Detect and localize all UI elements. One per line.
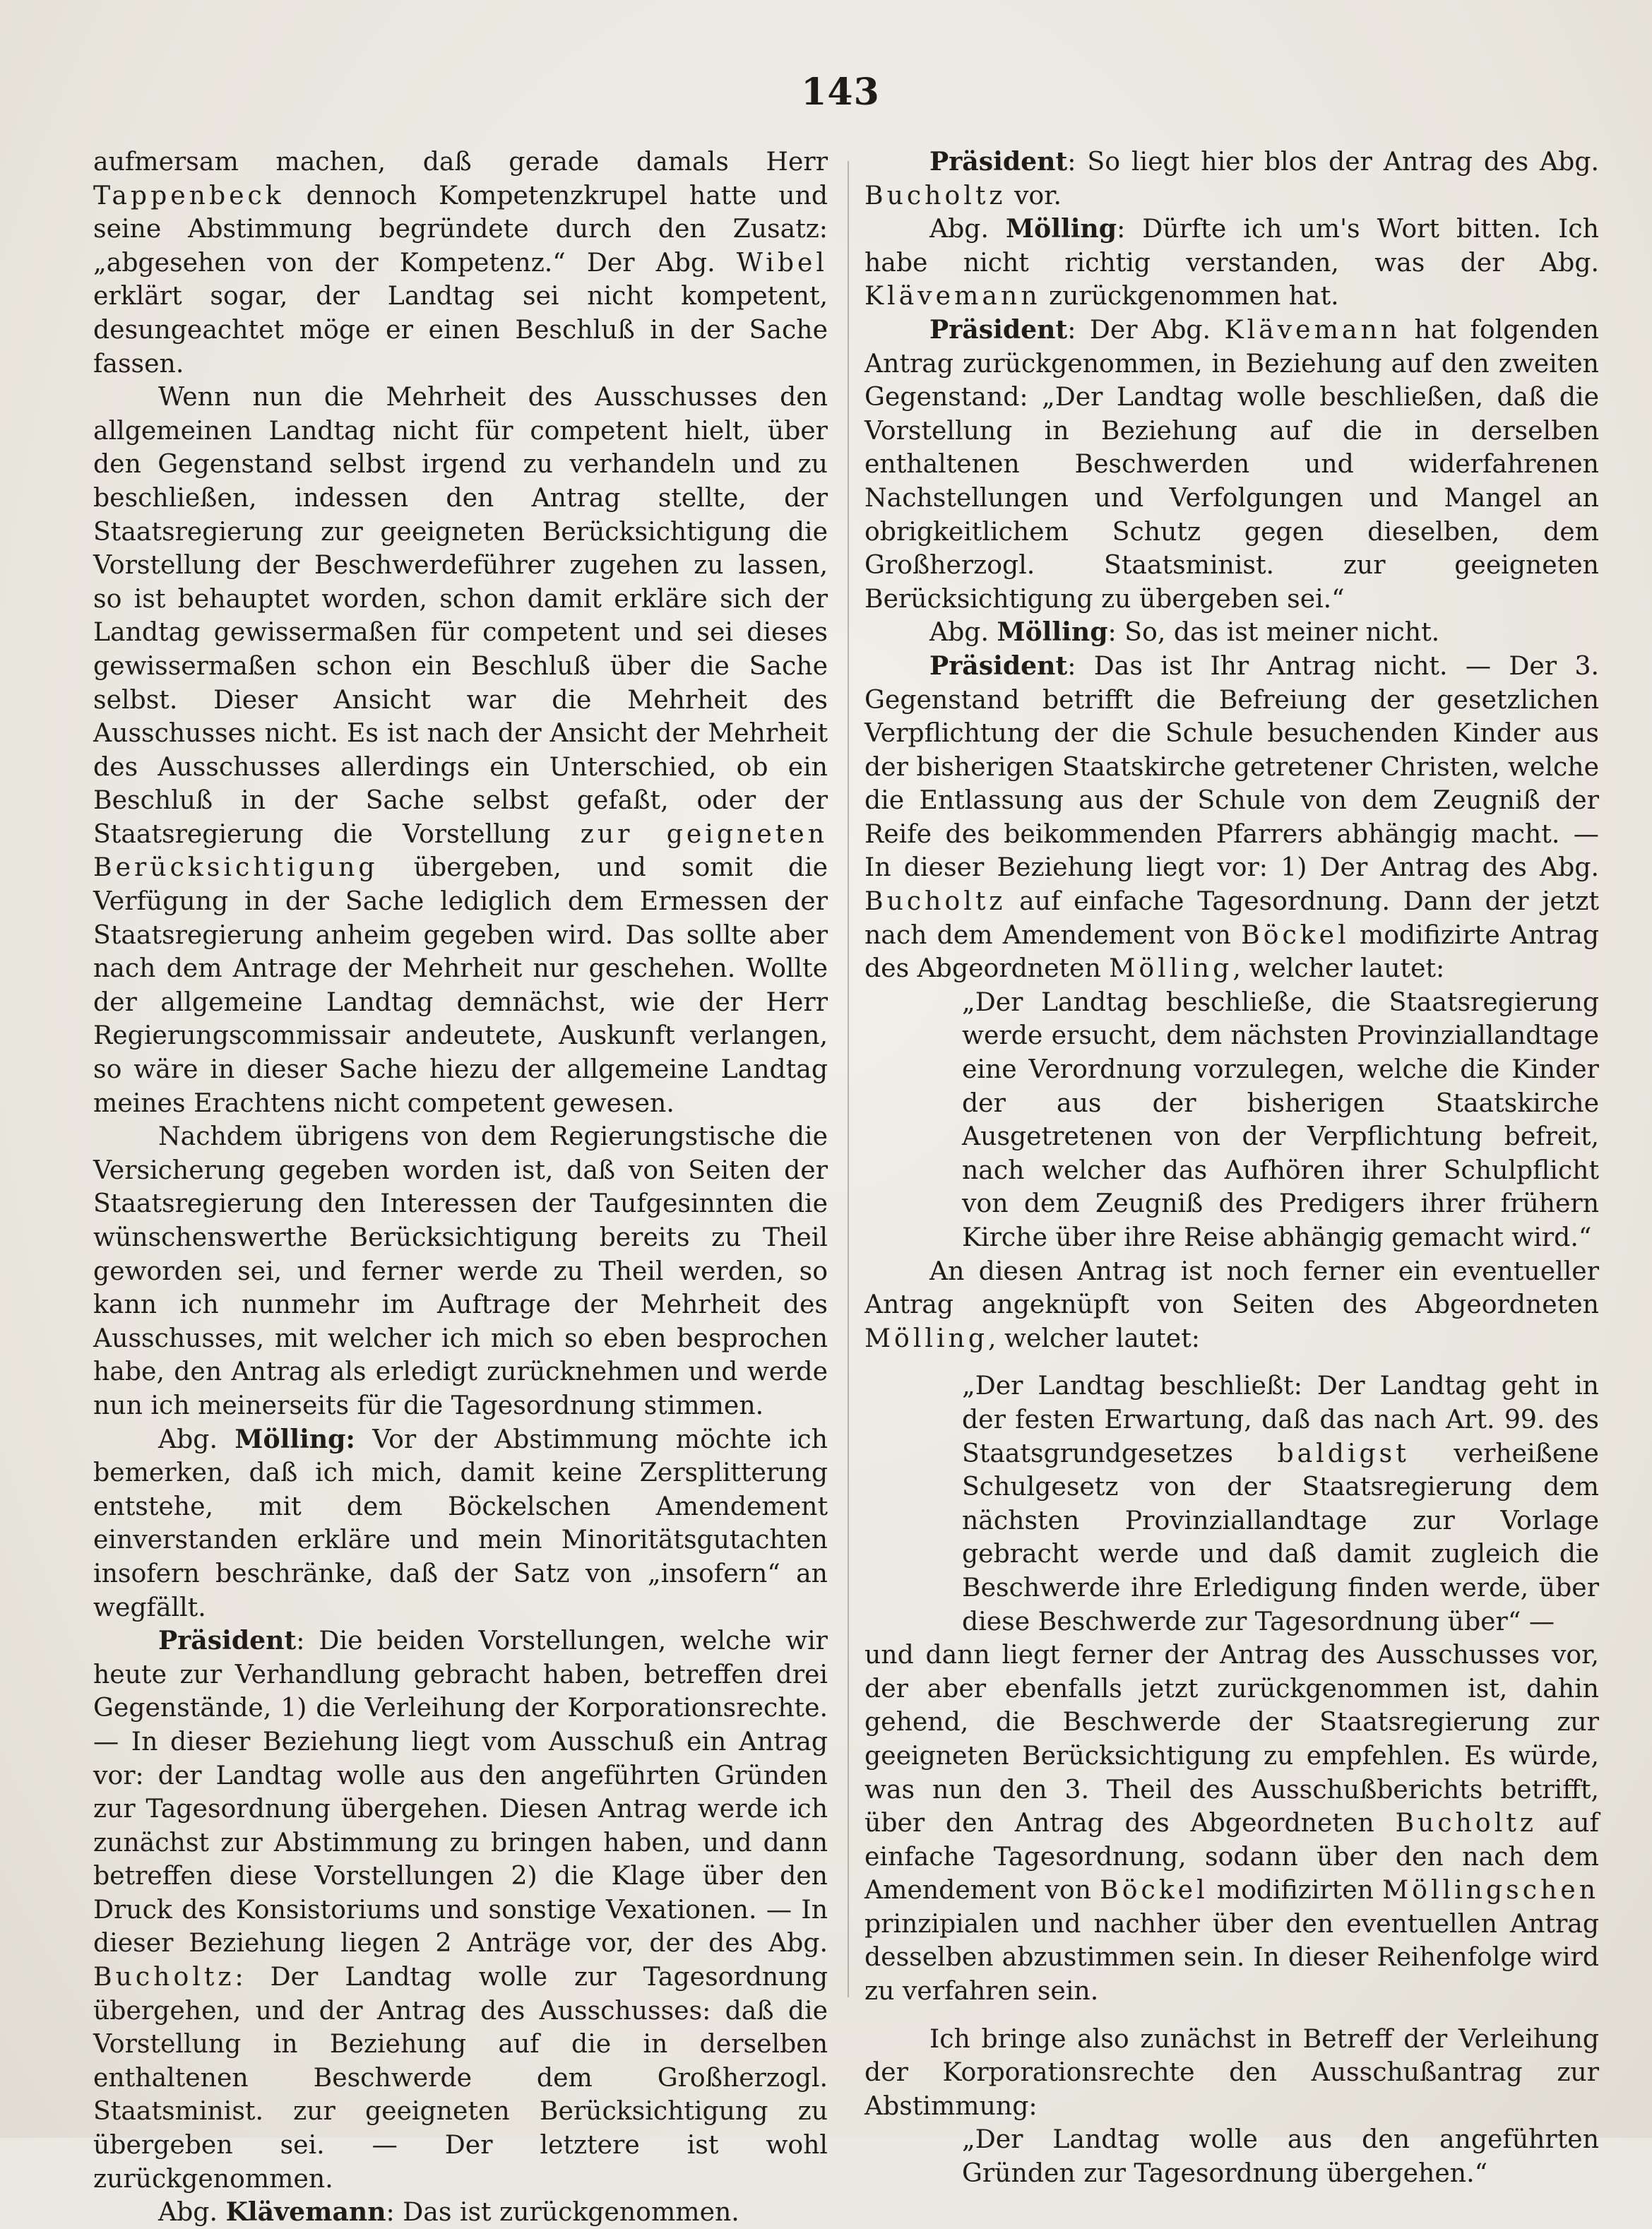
text-run: auf einfache Tagesordnung, sodann über den nach dem Amendement von xyxy=(864,1807,1599,1906)
paragraph xyxy=(93,1624,828,2195)
text-run: „Der Landtag beschließe, die Staatsregierung werde ersucht, dem nächsten Provinziallandtage eine Verordnung vorzulegen, welche die Kinder der aus der bisherigen Staatskirche Ausgetretenen von der Verpflichtung befreit, nach welcher das Aufhören ihrer Schulpflicht von dem Zeugniß des Predigers ihrer frühern Kirche über ihre Reise abhängig gemacht wird.“ xyxy=(962,986,1599,1252)
spaced-name: zur geigneten Berücksichtigung xyxy=(93,818,828,883)
spaced-name: Klävemann xyxy=(1224,314,1401,345)
text-run: : Die beiden Vorstellungen, welche wir heute zur Verhandlung gebracht haben, betreffen drei Gegenstände, 1) die Verleihung der Korporationsrechte. — In dieser Beziehung liegt vom Ausschuß ein Antrag vor: der Landtag wolle aus den angeführten Gründen zur Tagesordnung übergehen. Diesen Antrag werde ich zunächst zur Abstimmung zu bringen haben, und dann betreffen diese Vorstellungen 2) die Klage über den Druck des Konsistoriums und sonstige Vexationen. — In dieser Beziehung liegen 2 Anträge vor, der des Abg. xyxy=(93,1625,828,1958)
text-run: und dann liegt ferner der Antrag des Ausschusses vor, der aber ebenfalls jetzt zurückgenommen ist, dahin gehend, die Beschwerde der Staatsregierung zur geeigneten Berücksichtigung zu empfehlen. Es würde, was nun den 3. Theil des Ausschußberichts betrifft, über den Antrag des Abgeordneten xyxy=(864,1639,1599,1838)
text-run: Abg. xyxy=(158,1423,235,1454)
text-run: An diesen Antrag ist noch ferner ein eventueller Antrag angeknüpft von Seiten des Abgeordneten xyxy=(864,1255,1599,1320)
paragraph xyxy=(93,380,828,1119)
text-run: prinzipialen und nachher über den eventuellen Antrag desselben abzustimmen sein. In dieser Reihenfolge wird zu verfahren sein. xyxy=(864,1908,1599,2007)
text-run: aufmersam machen, daß gerade damals Herr xyxy=(93,146,828,177)
quoted-motion xyxy=(962,2122,1599,2189)
text-run: verheißene Schulgesetz von der Staatsregierung dem nächsten Provinziallandtage zur Vorlage gebracht werde und daß damit zugleich die Beschwerde ihre Erledigung finden werde, über diese Beschwerde zur Tagesordnung über“ — xyxy=(962,1437,1599,1636)
speaker-label: Mölling xyxy=(997,617,1108,648)
paragraph xyxy=(93,1119,828,1422)
text-run: erklärt sogar, der Landtag sei nicht kompetent, desungeachtet möge er einen Beschluß in der Sache fassen. xyxy=(93,280,828,379)
text-run: : Das ist Ihr Antrag nicht. — Der 3. Gegenstand betrifft die Befreiung der gesetzlichen Verpflichtung der die Schule besuchenden Kinder aus der bisherigen Staatskirche getretener Christen, welche die Entlassung aus der Schule von dem Zeugniß der Reife des beikommenden Pfarrers abhängig macht. — In dieser Beziehung liegt vor: 1) Der Antrag des Abg. xyxy=(864,650,1599,883)
spaced-name: Mölling xyxy=(1109,953,1233,984)
paragraph xyxy=(864,649,1599,985)
text-run: Ich bringe also zunächst in Betreff der Verleihung der Korporationsrechte den Ausschußantrag zur Abstimmung: xyxy=(864,2023,1599,2121)
text-run: : Dürfte ich um's Wort bitten. Ich habe nicht richtig verstanden, was der Abg. xyxy=(864,213,1599,278)
text-run: : Der Abg. xyxy=(1067,314,1225,345)
paragraph xyxy=(93,1422,828,1624)
text-run: : So, das ist meiner nicht. xyxy=(1107,617,1440,648)
speaker-label: Präsident xyxy=(158,1625,297,1656)
page-number: 143 xyxy=(801,71,880,114)
right-column xyxy=(864,145,1599,2190)
spaced-name: Bucholtz xyxy=(93,1961,235,1992)
paragraph xyxy=(864,2022,1599,2123)
speaker-label: Mölling: xyxy=(234,1423,355,1454)
spaced-name: Böckel xyxy=(1241,919,1350,950)
speaker-label: Präsident xyxy=(929,314,1068,345)
quoted-motion xyxy=(962,985,1599,1254)
paragraph xyxy=(864,1638,1599,2008)
paragraph xyxy=(864,212,1599,313)
speaker-label: Klävemann xyxy=(225,2197,386,2228)
text-run: modifizirte Antrag des Abgeordneten xyxy=(864,919,1599,984)
text-run: hat folgenden Antrag zurückgenommen, in Beziehung auf den zweiten Gegenstand: „Der Landtag wolle beschließen, daß die Vorstellung in Beziehung auf die in derselben enthaltenen Beschwerden und widerfahrenen Nachstellungen und Verfolgungen und Mangel an obrigkeitlichem Schutz gegen dieselben, dem Großherzogl. Staatsminist. zur geeigneten Berücksichtigung zu übergeben sei.“ xyxy=(864,314,1599,614)
text-run: Vor der Abstimmung möchte ich bemerken, daß ich mich, damit keine Zersplitterung entstehe, mit dem Böckelschen Amendement einverstanden erkläre und mein Minoritätsgutachten insofern beschränke, daß der Satz von „insofern“ an wegfällt. xyxy=(93,1423,828,1622)
column-divider xyxy=(848,161,849,1997)
paragraph xyxy=(864,145,1599,212)
spaced-name: Mölling xyxy=(864,1322,989,1353)
text-run: vor. xyxy=(1006,179,1062,210)
paragraph xyxy=(864,1254,1599,1355)
text-run: Abg. xyxy=(158,2197,226,2228)
text-run: Nachdem übrigens von dem Regierungstische die Versicherung gegeben worden ist, daß von Seiten der Staatsregierung den Interessen der Taufgesinnten die wünschenswerthe Berücksichtigung bereits zu Theil geworden sei, und ferner werde zu Theil werden, so kann ich nunmehr im Auftrage der Mehrheit des Ausschusses, mit welcher ich mich so eben besprochen habe, den Antrag als erledigt zurücknehmen und werde nun ich meinerseits für die Tagesordnung stimmen. xyxy=(93,1121,828,1420)
paragraph xyxy=(864,313,1599,615)
text-run: , welcher lautet: xyxy=(988,1322,1200,1353)
left-column xyxy=(93,145,828,2229)
spaced-name: Böckel xyxy=(1100,1874,1208,1906)
quoted-motion xyxy=(962,1369,1599,1638)
text-run: dennoch Kompetenzkrupel hatte und seine Abstimmung begründete durch den Zusatz: „abgesehen von der Kompetenz.“ Der Abg. xyxy=(93,179,828,278)
speaker-label: Präsident xyxy=(929,146,1068,177)
text-run: zurückgenommen hat. xyxy=(1040,280,1339,311)
spaced-name: Bucholtz xyxy=(864,886,1006,917)
spaced-name: Bucholtz xyxy=(864,179,1006,210)
text-run: Wenn nun die Mehrheit des Ausschusses den allgemeinen Landtag nicht für competent hielt, über den Gegenstand selbst irgend zu verhandeln und zu beschließen, indessen den Antrag stellte, der Staatsregierung zur geeigneten Berücksichtigung die Vorstellung der Beschwerdeführer zugehen zu lassen, so ist behauptet worden, schon damit erkläre sich der Landtag gewissermaßen für competent und sei dieses gewissermaßen schon ein Beschluß über die Sache selbst. Dieser Ansicht war die Mehrheit des Ausschusses nicht. Es ist nach der Ansicht der Mehrheit des Ausschusses allerdings ein Unterschied, ob ein Beschluß in der Sache selbst gefaßt, oder der Staatsregierung die Vorstellung xyxy=(93,381,828,849)
spaced-name: Bucholtz xyxy=(1395,1807,1537,1838)
text-run: auf einfache Tagesordnung. Dann der jetzt nach dem Amendement von xyxy=(864,886,1599,950)
text-run: : Das ist zurückgenommen. xyxy=(386,2197,739,2228)
text-run: Abg. xyxy=(929,617,997,648)
text-run: „Der Landtag beschließt: Der Landtag geht in der festen Erwartung, daß das nach Art. 99. des Staatsgrundgesetzes xyxy=(962,1370,1599,1468)
speaker-label: Präsident xyxy=(929,650,1068,681)
text-run: : Der Landtag wolle zur Tagesordnung übergehen, und der Antrag des Ausschusses: daß die Vorstellung in Beziehung auf die in derselben enthaltenen Beschwerde dem Großherzogl. Staatsminist. zur geeigneten Berücksichtigung zu übergeben sei. — Der letztere ist wohl zurückgenommen. xyxy=(93,1961,828,2194)
text-run: übergeben, und somit die Verfügung in der Sache lediglich dem Ermessen der Staatsregierung anheim gegeben wird. Das sollte aber nach dem Antrage der Mehrheit nur geschehen. Wollte der allgemeine Landtag demnächst, wie der Herr Regierungscommissair andeutete, Auskunft verlangen, so wäre in dieser Sache hiezu der allgemeine Landtag meines Erachtens nicht competent gewesen. xyxy=(93,852,828,1118)
text-run: modifizirten xyxy=(1208,1874,1383,1906)
spaced-name: baldigst xyxy=(1277,1437,1410,1468)
text-run: : So liegt hier blos der Antrag des Abg. xyxy=(1067,146,1599,177)
text-run: „Der Landtag wolle aus den angeführten Gründen zur Tagesordnung übergehen.“ xyxy=(962,2124,1599,2189)
paragraph xyxy=(93,145,828,380)
paragraph xyxy=(93,2195,828,2229)
speaker-label: Mölling xyxy=(1006,213,1117,244)
spaced-name: Tappenbeck xyxy=(93,179,285,210)
spaced-name: Klävemann xyxy=(864,280,1041,311)
spaced-name: Möllingschen xyxy=(1382,1874,1600,1906)
paragraph xyxy=(864,615,1599,649)
text-run: , welcher lautet: xyxy=(1232,953,1445,984)
text-run: Abg. xyxy=(929,213,1006,244)
spaced-name: Wibel xyxy=(736,246,828,278)
